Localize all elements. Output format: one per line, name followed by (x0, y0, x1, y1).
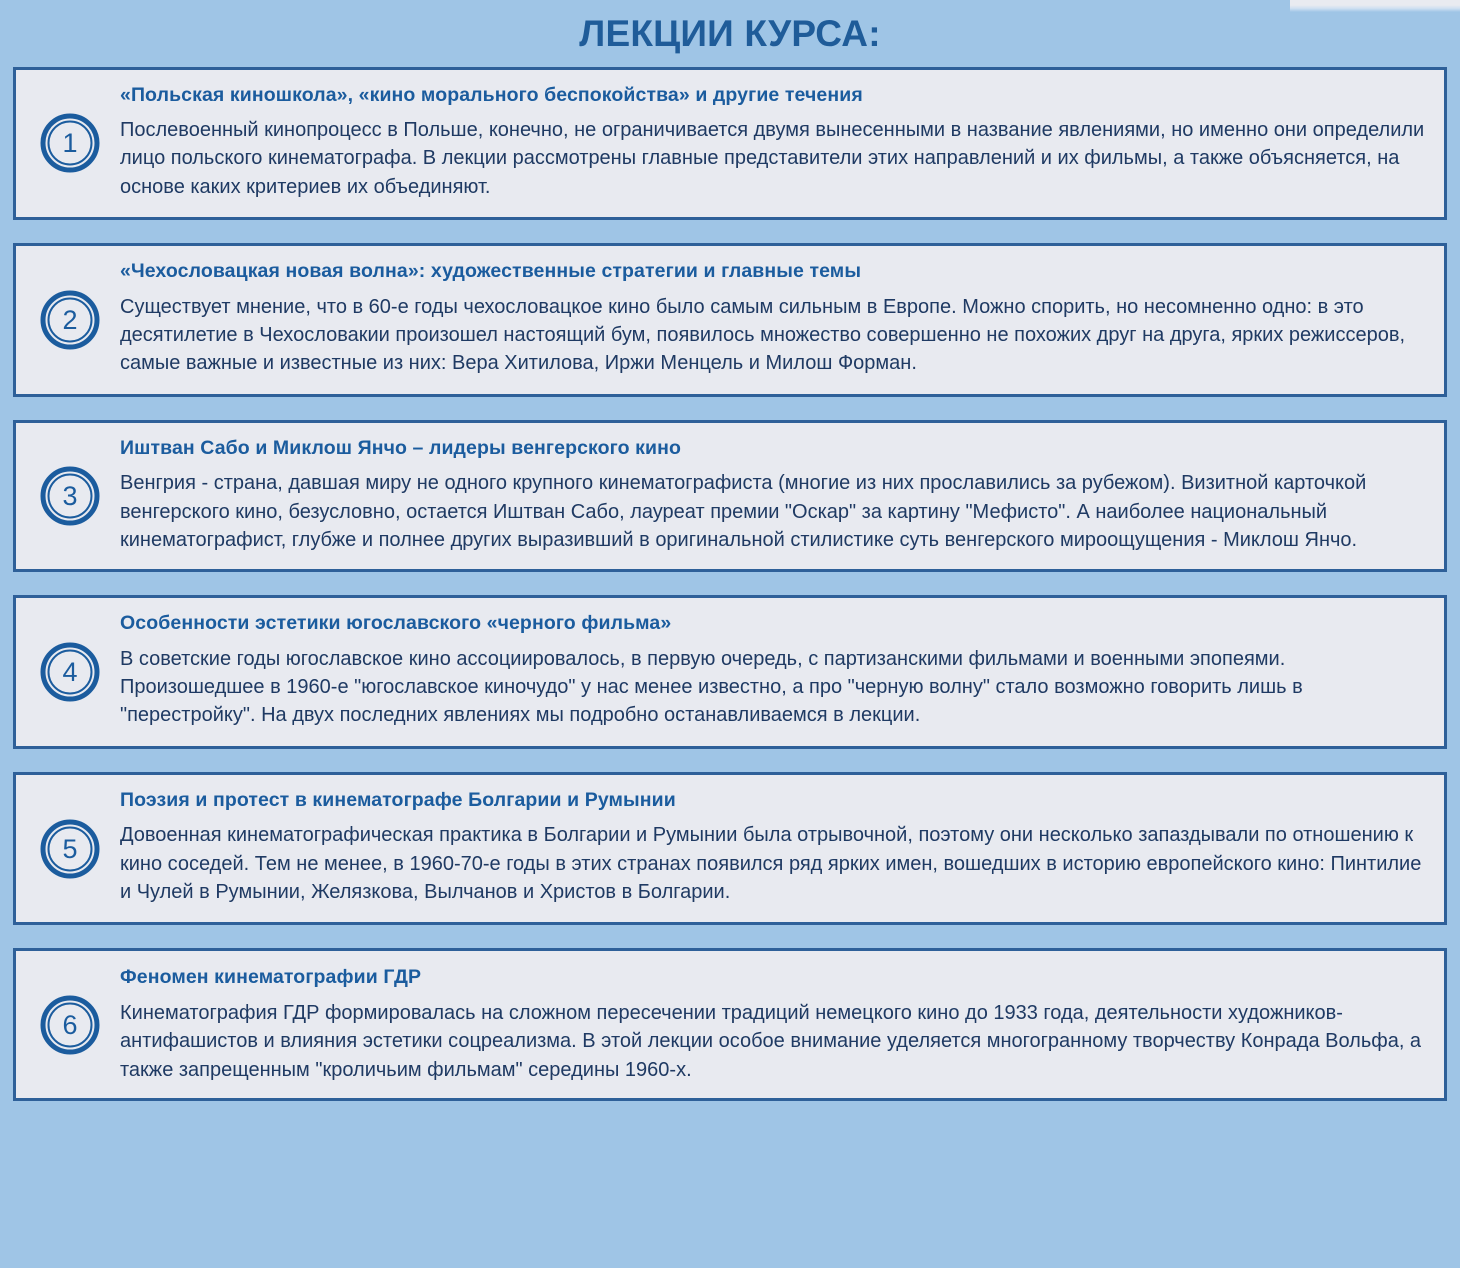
lecture-description: Довоенная кинематографическая практика в Болгарии и Румынии была отрывочной, поэтому они несколько запаздывали по отношению к кино соседей. Тем не менее, в 1960-70-е годы в этих странах появился ряд ярких имен, вошедших в историю европейского кино: Пинтилие и Чулей в Румынии, Желязкова, Вылчанов и Христов в Болгарии. (120, 824, 1422, 904)
circled-number-icon (39, 818, 101, 880)
lecture-description: В советские годы югославское кино ассоциировалось, в первую очередь, с партизанскими фильмами и военными эпопеями. Произошедшее в 1960-е "югославское киночудо" у нас менее известно, а про "черную волну" стало возможно говорить лишь в "перестройку". На двух последних явлениях мы подробно останавливаемся в лекции. (120, 647, 1303, 727)
lecture-number: 3 (62, 481, 78, 512)
lecture-number-badge (39, 112, 101, 174)
lecture-card[interactable] (13, 948, 1447, 1101)
lecture-number-badge (39, 289, 101, 351)
lecture-list (0, 67, 1460, 1101)
lecture-heading: «Чехословацкая новая волна»: художественные стратегии и главные темы (120, 260, 862, 283)
lecture-description: Кинематография ГДР формировалась на сложном пересечении традиций немецкого кино до 1933 года, деятельности художников-антифашистов и влияния эстетики соцреализма. В этой лекции особое внимание уделяется многогранному творчеству Конрада Вольфа, а также запрещенным "кроличьим фильмам" середины 1960-х. (120, 1001, 1422, 1081)
lecture-heading: Поэзия и протест в кинематографе Болгарии и Румынии (120, 788, 676, 811)
lecture-card[interactable] (13, 67, 1447, 221)
circled-number-icon (39, 289, 101, 351)
lecture-number-badge (39, 641, 101, 703)
lecture-number: 6 (62, 1009, 78, 1040)
lecture-heading: Феномен кинематографии ГДР (120, 966, 422, 989)
lecture-card[interactable] (13, 420, 1447, 573)
lecture-description: Венгрия - страна, давшая миру не одного крупного кинематографиста (многие из них прославились за рубежом). Визитной карточкой венгерского кино, безусловно, остается Иштван Сабо, лауреат премии "Оскар" за картину "Мефисто". А наиболее национальный кинематографист, глубже и полнее других выразивший в оригинальной стилистике суть венгерского мироощущения - Миклош Янчо. (120, 472, 1367, 551)
lecture-heading: «Польская киношкола», «кино морального беспокойства» и другие течения (120, 83, 863, 106)
lecture-number: 1 (62, 128, 78, 159)
lecture-heading: Иштван Сабо и Миклош Янчо – лидеры венгерского кино (120, 436, 681, 459)
lecture-description: Послевоенный кинопроцесс в Польше, конечно, не ограничивается двумя вынесенными в название явлениями, но именно они определили лицо польского кинематографа. В лекции рассмотрены главные представители этих направлений и их фильмы, а также объясняется, на основе каких критериев их объединяют. (120, 119, 1425, 198)
lecture-description: Существует мнение, что в 60-е годы чехословацкое кино было самым сильным в Европе. Можно спорить, но несомненно одно: в это десятилетие в Чехословакии произошел настоящий бум, появилось множество совершенно не похожих друг на друга, ярких режиссеров, самые важные и известные из них: Вера Хитилова, Иржи Менцель и Милош Форман. (120, 295, 1406, 375)
circled-number-icon (39, 112, 101, 174)
page-title: ЛЕКЦИИ КУРСА: (579, 13, 881, 54)
circled-number-icon (39, 994, 101, 1056)
lecture-number: 4 (62, 657, 78, 688)
lecture-card[interactable] (13, 772, 1447, 926)
lecture-card[interactable] (13, 243, 1447, 397)
lecture-card[interactable] (13, 595, 1447, 749)
lecture-number-badge (39, 818, 101, 880)
circled-number-icon (39, 641, 101, 703)
lecture-number: 5 (62, 833, 78, 864)
lecture-number-badge (39, 465, 101, 527)
lecture-heading: Особенности эстетики югославского «черного фильма» (120, 612, 672, 635)
circled-number-icon (39, 465, 101, 527)
lecture-number-badge (39, 994, 101, 1056)
lecture-number: 2 (62, 305, 78, 335)
